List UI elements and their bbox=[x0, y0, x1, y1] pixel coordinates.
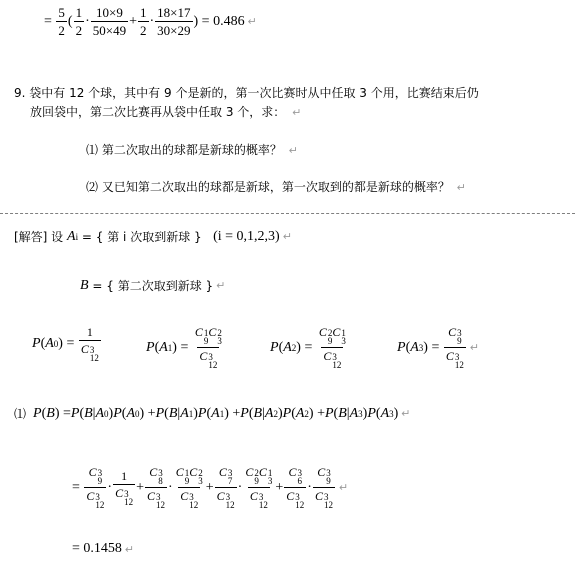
return-mark-icon: ↵ bbox=[469, 342, 480, 355]
paren-open: ( bbox=[67, 13, 73, 29]
expanded-computation: = C 3 9 C 3 12 · 1 C 3 12 + C 3 8 C 3 12 · C 1 9 C 2 3 C 3 12 + C 3 7 C 3 12 · C 2 9 C 1 3 C 3 12 + C 3 6 C 3 12 · C 3 9 C 3 12 ↵ bbox=[72, 465, 349, 511]
sub-question-2-text: ⑵ 又已知第二次取出的球都是新球，第一次取到的都是新球的概率？ bbox=[86, 180, 450, 194]
set-B: B bbox=[80, 277, 89, 293]
sub-question-1 bbox=[86, 141, 298, 158]
fraction-5-2: $\frac{5}{2}$ bbox=[58, 5, 65, 38]
fraction-1-2-a: $\frac{1}{2}$ bbox=[75, 5, 83, 38]
return-mark-icon: ↵ bbox=[216, 279, 226, 292]
question-number: 9. bbox=[14, 86, 26, 100]
solution-label: [解答] 设 bbox=[14, 230, 64, 244]
prob-A0: P ( A 0 ) = 1 C 3 12 bbox=[32, 325, 99, 364]
fraction-10x9: $\frac{10\times 9}{50\times 49}$ bbox=[92, 5, 127, 38]
fraction-1-2-b: $\frac{1}{2}$ bbox=[140, 5, 147, 38]
return-mark-icon: ↵ bbox=[338, 482, 349, 495]
set-A-definition: = { 第 i 次取到新球 } bbox=[81, 230, 202, 244]
sub-question-2 bbox=[86, 178, 466, 195]
part-1-label: ⑴ bbox=[14, 407, 27, 421]
return-mark-icon: ↵ bbox=[401, 408, 411, 420]
question-text-2: 放回袋中，第二次比赛再从袋中任取 3 个，求： bbox=[30, 105, 286, 119]
set-A: A bbox=[67, 228, 76, 244]
return-mark-icon: ↵ bbox=[247, 16, 257, 28]
dot: · bbox=[85, 13, 90, 29]
prob-A2: P ( A 2 ) = C 2 9 C 1 3 C 3 12 bbox=[270, 325, 346, 371]
section-divider bbox=[0, 213, 575, 214]
set-B-definition: = { 第二次取到新球 } bbox=[92, 279, 214, 293]
plus-sign: + bbox=[129, 13, 137, 29]
dot: · bbox=[149, 13, 155, 29]
final-result bbox=[72, 541, 134, 557]
solution-line-2 bbox=[80, 277, 225, 294]
result-0486: ) = 0.486 bbox=[193, 13, 245, 29]
result-value: = 0.1458 bbox=[72, 541, 122, 556]
sub-question-1-text: ⑴ 第二次取出的球都是新球的概率？ bbox=[86, 143, 282, 157]
question-9-line-2 bbox=[30, 103, 301, 120]
solution-line-1 bbox=[14, 228, 292, 245]
set-A-sub: i bbox=[75, 231, 79, 242]
equation-line-1 bbox=[44, 6, 257, 37]
question-9-line-1 bbox=[14, 84, 479, 101]
return-mark-icon: ↵ bbox=[282, 230, 292, 243]
return-mark-icon: ↵ bbox=[292, 106, 302, 119]
equals-sign: = bbox=[44, 13, 52, 29]
prob-A3: P ( A 3 ) = C 3 9 C 3 12 ↵ bbox=[397, 325, 480, 371]
return-mark-icon: ↵ bbox=[288, 144, 298, 157]
prob-A1: P ( A 1 ) = C 1 9 C 2 3 C 3 12 bbox=[146, 325, 222, 371]
total-probability-line: ⑴ P ( B ) = P ( B | A 0 ) P ( A 0 ) + P ( B | A 1 ) P ( A 1 ) + P ( B | A 2 ) P ( A 2 ) + P ( B | A 3 ) P ( A 3 ) ↵ bbox=[14, 405, 411, 421]
return-mark-icon: ↵ bbox=[456, 181, 466, 194]
question-text-1: 袋中有 12 个球，其中有 9 个是新的，第一次比赛时从中任取 3 个用，比赛结束后仍 bbox=[29, 86, 479, 100]
fraction-18x17: $\frac{18\times 17}{30\times 29}$ bbox=[157, 5, 191, 38]
index-range: (i = 0,1,2,3) bbox=[213, 228, 280, 244]
return-mark-icon: ↵ bbox=[124, 543, 135, 556]
